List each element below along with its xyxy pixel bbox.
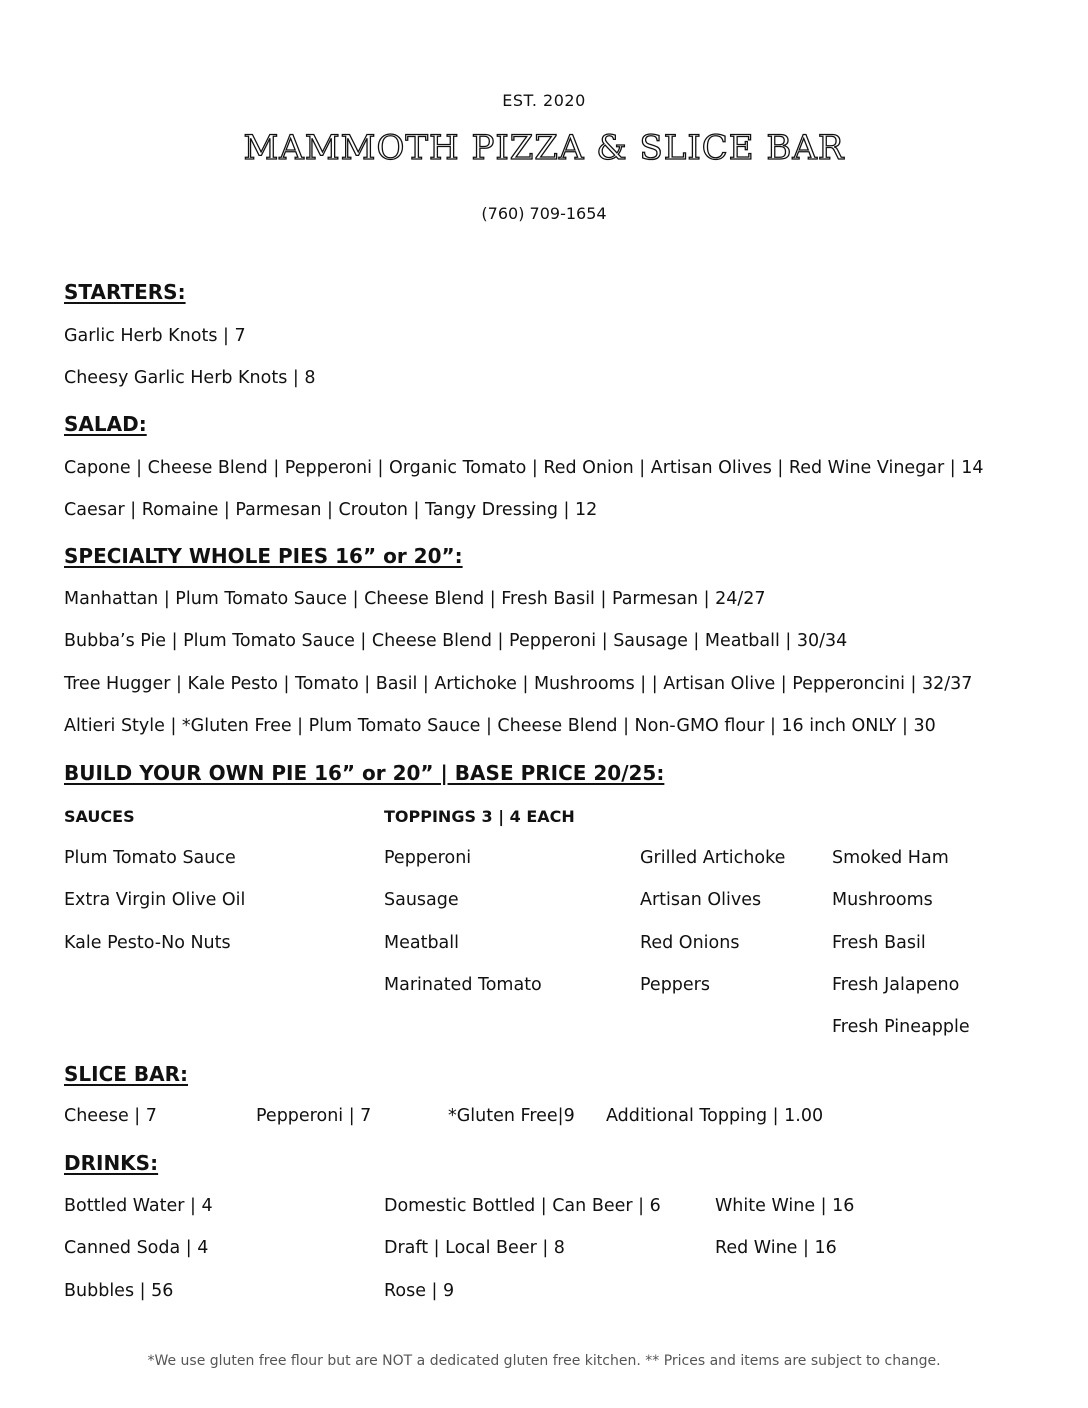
specialty-heading: SPECIALTY WHOLE PIES 16” or 20”: <box>64 544 463 568</box>
slice-bar-heading: SLICE BAR: <box>64 1062 189 1086</box>
drink-item: Canned Soda | 4 <box>64 1238 209 1258</box>
sauce-item: Plum Tomato Sauce <box>64 848 236 868</box>
topping-item: Sausage <box>384 890 459 910</box>
specialty-item: Altieri Style | *Gluten Free | Plum Tomato Sauce | Cheese Blend | Non-GMO flour | 16 inch ONLY | 30 <box>64 716 936 736</box>
topping-item: Meatball <box>384 933 460 953</box>
salad-item: Capone | Cheese Blend | Pepperoni | Organic Tomato | Red Onion | Artisan Olives | Red Wine Vinegar | 14 <box>64 458 984 478</box>
drink-item: Red Wine | 16 <box>715 1238 837 1258</box>
topping-item: Marinated Tomato <box>384 975 542 995</box>
phone-number: (760) 709-1654 <box>481 204 607 223</box>
topping-item: Mushrooms <box>832 890 933 910</box>
slice-item: Additional Topping | 1.00 <box>606 1106 824 1126</box>
salad-item: Caesar | Romaine | Parmesan | Crouton | Tangy Dressing | 12 <box>64 500 598 520</box>
topping-item: Smoked Ham <box>832 848 949 868</box>
specialty-item: Manhattan | Plum Tomato Sauce | Cheese Blend | Fresh Basil | Parmesan | 24/27 <box>64 589 766 609</box>
starter-item: Cheesy Garlic Herb Knots | 8 <box>64 368 316 388</box>
topping-item: Grilled Artichoke <box>640 848 786 868</box>
sauce-item: Extra Virgin Olive Oil <box>64 890 246 910</box>
slice-item: Cheese | 7 <box>64 1106 157 1126</box>
topping-item: Red Onions <box>640 933 740 953</box>
drink-item: Bottled Water | 4 <box>64 1196 213 1216</box>
starter-item: Garlic Herb Knots | 7 <box>64 326 246 346</box>
topping-item: Peppers <box>640 975 710 995</box>
footnote: *We use gluten free flour but are NOT a dedicated gluten free kitchen. ** Prices and items are subject to change. <box>147 1353 941 1369</box>
drink-item: Domestic Bottled | Can Beer | 6 <box>384 1196 661 1216</box>
slice-item: *Gluten Free|9 <box>448 1106 575 1126</box>
sauce-item: Kale Pesto-No Nuts <box>64 933 231 953</box>
drink-item: Draft | Local Beer | 8 <box>384 1238 565 1258</box>
toppings-label: TOPPINGS 3 | 4 EACH <box>384 807 575 826</box>
established-year: EST. 2020 <box>502 91 586 110</box>
starters-heading: STARTERS: <box>64 280 186 304</box>
salad-heading: SALAD: <box>64 412 147 436</box>
build-heading: BUILD YOUR OWN PIE 16” or 20” | BASE PRICE 20/25: <box>64 761 665 785</box>
restaurant-name: MAMMOTH PIZZA & SLICE BAR <box>243 128 845 168</box>
topping-item: Pepperoni <box>384 848 472 868</box>
topping-item: Fresh Basil <box>832 933 926 953</box>
slice-item: Pepperoni | 7 <box>256 1106 372 1126</box>
specialty-item: Tree Hugger | Kale Pesto | Tomato | Basil | Artichoke | Mushrooms | | Artisan Olive | Pepperoncini | 32/37 <box>64 674 973 694</box>
topping-item: Artisan Olives <box>640 890 762 910</box>
specialty-item: Bubba’s Pie | Plum Tomato Sauce | Cheese Blend | Pepperoni | Sausage | Meatball | 30/34 <box>64 631 848 651</box>
drink-item: Bubbles | 56 <box>64 1281 174 1301</box>
topping-item: Fresh Jalapeno <box>832 975 960 995</box>
drinks-heading: DRINKS: <box>64 1151 159 1175</box>
topping-item: Fresh Pineapple <box>832 1017 970 1037</box>
drink-item: White Wine | 16 <box>715 1196 855 1216</box>
drink-item: Rose | 9 <box>384 1281 455 1301</box>
sauces-label: SAUCES <box>64 807 135 826</box>
